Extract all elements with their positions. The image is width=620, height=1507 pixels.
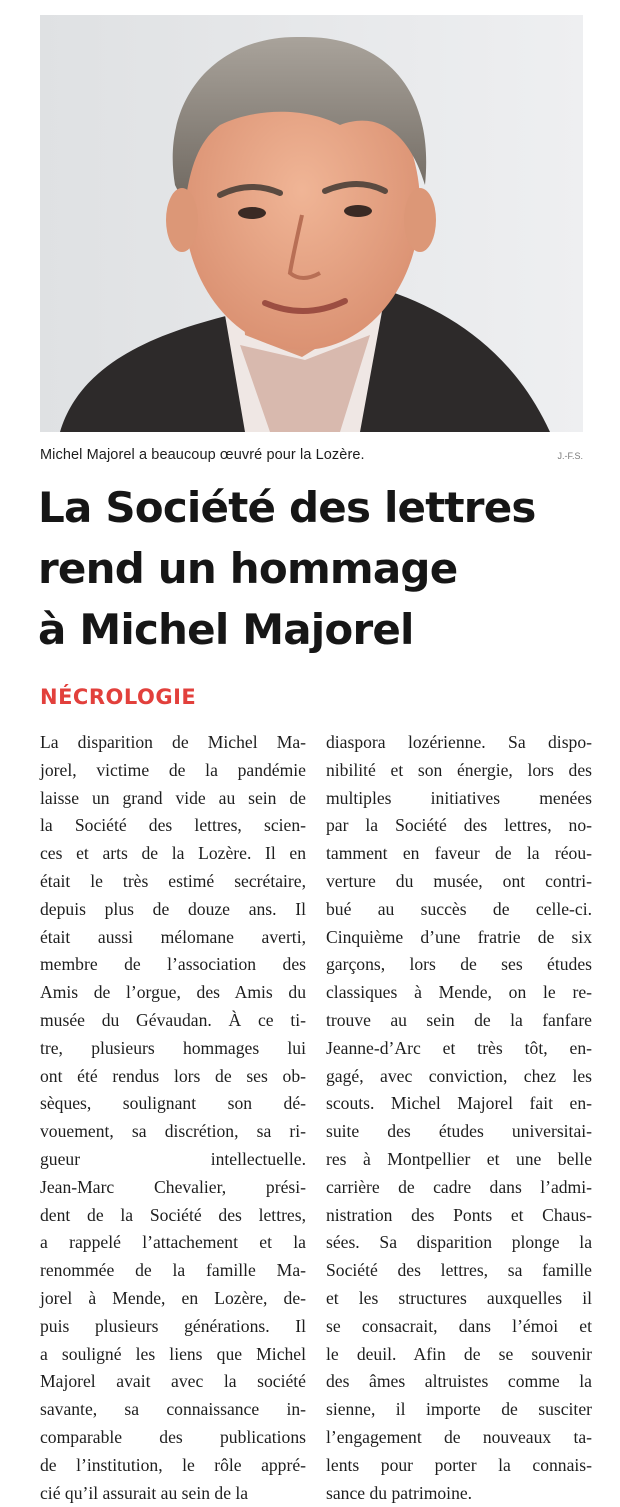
portrait-photo: [40, 15, 583, 432]
article-text-line: scouts. Michel Majorel fait en-: [326, 1093, 592, 1114]
article-text-line: Jeanne-d’Arc et très tôt, en-: [326, 1037, 592, 1058]
article-text-line: renommée de la famille Ma-: [40, 1260, 306, 1281]
article-text-line: gueur intellectuelle.: [40, 1148, 306, 1169]
article-text-line: et les structures auxquelles il: [326, 1287, 592, 1308]
article-text-line: diaspora lozérienne. Sa dispo-: [326, 732, 592, 752]
article-text-line: a souligné les liens que Michel: [40, 1343, 306, 1364]
photo-caption-row: [40, 447, 583, 469]
article-text-line: La disparition de Michel Ma-: [40, 732, 306, 752]
article-text-line: nibilité et son énergie, lors des: [326, 759, 592, 780]
article-text-line: Cinquième d’une fratrie de six: [326, 926, 592, 947]
headline-line: rend un hommage: [38, 544, 458, 593]
article-text-line: Jean-Marc Chevalier, prési-: [40, 1176, 306, 1197]
article-text-line: nistration des Ponts et Chaus-: [326, 1204, 592, 1225]
article-text-line: cié qu’il assurait au sein de la: [40, 1482, 249, 1503]
article-text-line: Amis de l’orgue, des Amis du: [40, 982, 306, 1003]
article-text-line: depuis plus de douze ans. Il: [40, 898, 306, 919]
article-text-line: dent de la Société des lettres,: [40, 1204, 306, 1225]
article-text-line: puis plusieurs générations. Il: [40, 1315, 306, 1336]
article-text-line: garçons, lors de ses études: [326, 954, 592, 975]
article-text-line: jorel à Mende, en Lozère, de-: [40, 1287, 306, 1308]
article-text-line: l’engagement de nouveaux ta-: [326, 1426, 592, 1447]
article-text-line: suite des études universitai-: [326, 1121, 592, 1142]
article-text-line: ces et arts de la Lozère. Il en: [40, 843, 306, 864]
article-text-line: jorel, victime de la pandémie: [40, 759, 306, 780]
article-text-line: était le très estimé secrétaire,: [40, 870, 306, 891]
article-text-line: savante, sa connaissance in-: [40, 1399, 306, 1420]
article-text-line: trouve au sein de la fanfare: [326, 1009, 592, 1030]
article-column-right: [326, 729, 592, 1507]
article-text-line: ont été rendus lors de ses ob-: [40, 1065, 306, 1086]
article-text-line: sienne, il importe de susciter: [326, 1399, 592, 1420]
headline-line: à Michel Majorel: [38, 605, 414, 654]
article-text-line: verture du musée, ont contri-: [326, 870, 592, 891]
article-column-left: [40, 729, 306, 1507]
article-text-line: le deuil. Afin de se souvenir: [326, 1343, 592, 1364]
article-text-line: gagé, avec conviction, chez les: [326, 1065, 592, 1086]
article-text-line: tre, plusieurs hommages lui: [40, 1037, 306, 1058]
article-text-line: comparable des publications: [40, 1426, 306, 1447]
article-text-line: tamment en faveur de la réou-: [326, 843, 592, 864]
article-text-line: musée du Gévaudan. À ce ti-: [40, 1009, 306, 1030]
article-text-line: laisse un grand vide au sein de: [40, 787, 306, 808]
article-text-line: des âmes altruistes comme la: [326, 1371, 592, 1392]
article-text-line: de l’institution, le rôle appré-: [40, 1454, 306, 1475]
photo-credit: J.-F.S.: [557, 451, 583, 461]
article-text-line: Majorel avait avec la société: [40, 1371, 306, 1392]
article-text-line: lents pour porter la connais-: [326, 1454, 592, 1475]
article-text-line: a rappelé l’attachement et la: [40, 1232, 306, 1253]
article-headline: [38, 477, 598, 660]
article-text-line: res à Montpellier et une belle: [326, 1148, 592, 1169]
article-text-line: la Société des lettres, scien-: [40, 815, 306, 836]
article-text-line: classiques à Mende, on le re-: [326, 982, 592, 1003]
article-text-line: multiples initiatives menées: [326, 787, 592, 808]
article-text-line: membre de l’association des: [40, 954, 306, 975]
article-text-line: bué au succès de celle-ci.: [326, 898, 592, 919]
article-text-line: sèques, soulignant son dé-: [40, 1093, 306, 1114]
article-text-line: par la Société des lettres, no-: [326, 815, 592, 836]
article-text-line: carrière de cadre dans l’admi-: [326, 1176, 592, 1197]
article-text-line: sance du patrimoine.: [326, 1482, 473, 1503]
article-text-line: Société des lettres, sa famille: [326, 1260, 592, 1281]
article-text-line: se consacrait, dans l’émoi et: [326, 1315, 592, 1336]
section-rubric: NÉCROLOGIE: [40, 685, 197, 709]
article-text-line: sées. Sa disparition plonge la: [326, 1232, 592, 1253]
photo-caption: Michel Majorel a beaucoup œuvré pour la Lozère.: [40, 447, 365, 463]
article-text-line: était aussi mélomane averti,: [40, 926, 306, 947]
headline-line: La Société des lettres: [38, 483, 536, 532]
portrait-illustration: [40, 15, 583, 432]
article-text-line: vouement, sa discrétion, sa ri-: [40, 1121, 306, 1142]
